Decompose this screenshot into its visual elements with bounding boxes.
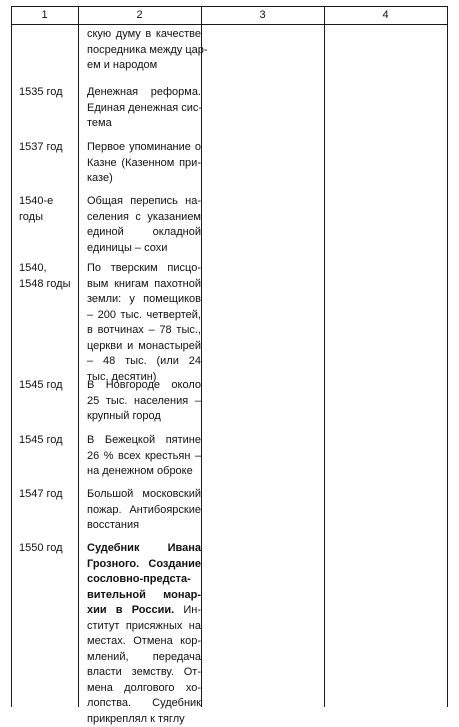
description-line: [87, 572, 201, 588]
row-description: [87, 261, 201, 385]
line-text: Грозного. Создание: [87, 558, 201, 570]
row-date: [19, 261, 75, 292]
row-date: [19, 194, 75, 225]
description-line: [87, 171, 201, 187]
line-text: на денежном оброке: [87, 465, 193, 477]
description-line: [87, 225, 201, 241]
line-text: селения с указанием: [87, 211, 201, 223]
description-line: [87, 140, 201, 156]
line-text: Судебник Ивана: [87, 542, 201, 554]
description-line: [87, 518, 201, 534]
table-border-top: [11, 6, 448, 7]
line-text: прикреплял к тяглу: [87, 713, 185, 725]
description-line: [87, 378, 201, 394]
description-line: [87, 277, 201, 293]
row-date: [19, 433, 75, 449]
description-line: [87, 634, 201, 650]
date-line: 1540-е: [19, 194, 75, 210]
line-text: земли: у помещиков: [87, 293, 201, 305]
line-text: – 48 тыс. (или 24: [87, 355, 201, 367]
description-line: [87, 696, 201, 712]
description-line: [87, 541, 201, 557]
description-line: [87, 681, 201, 697]
description-line: [87, 116, 201, 132]
row-date: [19, 487, 75, 503]
line-text: вым книгам пахотной: [87, 278, 201, 290]
date-line: 1545 год: [19, 433, 75, 449]
header-divider: [11, 24, 448, 25]
description-line: [87, 156, 201, 172]
description-line: [87, 665, 201, 681]
description-line: [87, 354, 201, 370]
column-divider: [78, 6, 79, 707]
description-line: [87, 503, 201, 519]
date-line: 1545 год: [19, 378, 75, 394]
line-text: лопства. Судебник: [87, 697, 201, 709]
line-text: Казне (Казенном при-: [87, 157, 201, 169]
description-line: [87, 557, 201, 573]
description-line: [87, 308, 201, 324]
description-line: [87, 194, 201, 210]
line-text: По тверским писцо-: [87, 262, 201, 274]
date-line: годы: [19, 210, 75, 226]
line-text: В Бежецкой пятине: [87, 434, 201, 446]
line-text: Единая денежная сис-: [87, 102, 202, 114]
row-description: [87, 378, 201, 425]
row-description: [87, 194, 201, 256]
line-text: церкви и монастырей: [87, 340, 201, 352]
line-text: Первое упоминание о: [87, 141, 201, 153]
description-line: [87, 339, 201, 355]
line-text: восстания: [87, 519, 139, 531]
line-text: единой окладной: [87, 226, 201, 238]
description-line: [87, 487, 201, 503]
line-text: хии в России.: [87, 604, 174, 616]
row-date: [19, 85, 75, 101]
row-description: [87, 433, 201, 480]
line-text: казе): [87, 172, 113, 184]
column-header-3: 3: [201, 8, 324, 22]
chronology-table: [11, 6, 448, 707]
description-line: [87, 650, 201, 666]
description-line: [87, 394, 201, 410]
line-text: мена долгового хо-: [87, 682, 201, 694]
line-text: в вотчинах – 78 тыс.,: [87, 324, 201, 336]
line-text-rest: Ин-: [174, 604, 201, 616]
description-line: [87, 712, 201, 727]
line-text: местах. Отмена кор-: [87, 635, 201, 647]
line-text: пожар. Антибоярские: [87, 504, 201, 516]
description-line: [87, 261, 201, 277]
line-text: млений, передача: [87, 651, 201, 663]
column-header-1: 1: [11, 8, 78, 22]
description-line: [87, 409, 201, 425]
line-text: – 200 тыс. четвертей,: [87, 309, 201, 321]
description-line: [87, 58, 201, 74]
date-line: 1547 год: [19, 487, 75, 503]
description-line: [87, 292, 201, 308]
date-line: 1550 год: [19, 541, 75, 557]
line-text: сословно-предста-: [87, 573, 191, 585]
line-text: власти земству. От-: [87, 666, 201, 678]
description-line: [87, 619, 201, 635]
description-line: [87, 43, 201, 59]
line-text: единицы – сохи: [87, 242, 167, 254]
row-description: [87, 487, 201, 534]
row-description: [87, 85, 201, 132]
row-description: [87, 541, 201, 727]
row-date: [19, 140, 75, 156]
description-line: [87, 210, 201, 226]
description-line: [87, 101, 201, 117]
row-date: [19, 378, 75, 394]
line-text: ститут присяжных на: [87, 620, 201, 632]
line-text: скую думу в качестве: [87, 28, 201, 40]
line-text: В Новгороде около: [87, 379, 201, 391]
line-text: крупный город: [87, 410, 161, 422]
row-description: [87, 140, 201, 187]
line-text: Денежная реформа.: [87, 86, 201, 98]
table-border-right: [447, 6, 448, 707]
column-header-4: 4: [324, 8, 447, 22]
description-line: [87, 433, 201, 449]
description-line: [87, 241, 201, 257]
date-line: 1537 год: [19, 140, 75, 156]
row-description: [87, 27, 201, 74]
description-line: [87, 85, 201, 101]
line-text: вительной монар-: [87, 589, 201, 601]
date-line: 1540,: [19, 261, 75, 277]
line-text: тыс. десятин): [87, 371, 156, 383]
column-divider: [324, 6, 325, 707]
description-line: [87, 464, 201, 480]
description-line: [87, 27, 201, 43]
row-date: [19, 541, 75, 557]
line-text: посредника между цар-: [87, 44, 208, 56]
description-line: [87, 449, 201, 465]
date-line: 1548 годы: [19, 277, 75, 293]
line-text: ем и народом: [87, 59, 157, 71]
date-line: 1535 год: [19, 85, 75, 101]
table-border-left: [11, 6, 12, 707]
line-text: Общая перепись на-: [87, 195, 201, 207]
description-line: [87, 603, 201, 619]
line-text: 25 тыс. населения –: [87, 395, 201, 407]
description-line: [87, 323, 201, 339]
description-line: [87, 588, 201, 604]
column-header-2: 2: [78, 8, 201, 22]
line-text: 26 % всех крестьян –: [87, 450, 201, 462]
line-text: Большой московский: [87, 488, 201, 500]
line-text: тема: [87, 117, 112, 129]
